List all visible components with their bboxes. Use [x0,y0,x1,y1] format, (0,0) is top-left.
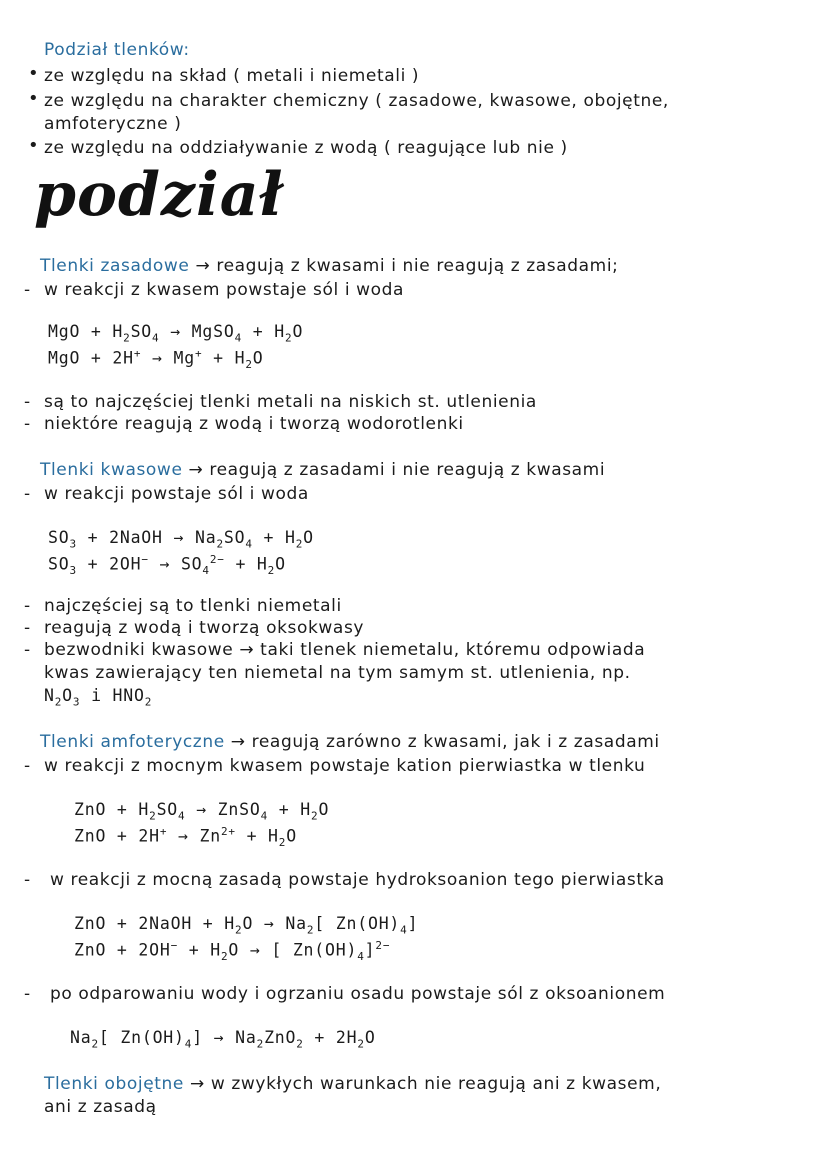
arrow-icon: → [188,460,204,480]
dash-icon: - [24,984,31,1004]
equation: $SO_3 + 2OH^- \to SO_4^{2-} + H_2O$ [48,553,286,577]
term-neutral: Tlenki obojętne [44,1074,184,1094]
equation: $Na_2$[ $Zn(OH)_4] \to Na_2ZnO_2 + 2H_2O$ [70,1028,376,1051]
example-formula: $N_2O_3$ i $HNO_2$ [44,686,153,709]
list-item: ze względu na skład ( metali i niemetali ) [44,66,420,86]
note-line: są to najczęściej tlenki metali na niskich st. utlenienia [44,392,537,412]
equation: ZnO + $H_2SO_4$ → ZnSO$_4$ + $H_2O$ [74,800,330,823]
dash-icon: - [24,640,31,660]
list-item: ze względu na oddziaływanie z wodą ( reagujące lub nie ) [44,138,568,158]
dash-icon: - [24,618,31,638]
note-line: w reakcji powstaje sól i woda [44,484,309,504]
dash-icon: - [24,756,31,776]
equation: ZnO + 2NaOH + $H_2O \to Na_2$[ $Zn(OH)_4$] [74,914,419,937]
bullet-icon: • [28,88,39,109]
note-line: w reakcji z mocnym kwasem powstaje kation pierwiastka w tlenku [44,756,646,776]
arrow-icon: → [190,1074,205,1094]
equation: ZnO + $2H^+ \to Zn^{2+} + H_2O$ [74,825,297,849]
dash-icon: - [24,392,31,412]
definition-line [44,1074,661,1094]
note-line: niektóre reagują z wodą i tworzą wodorotlenki [44,414,464,434]
term-basic: Tlenki zasadowe [40,256,190,276]
list-item: ze względu na charakter chemiczny ( zasadowe, kwasowe, obojętne, [44,91,669,111]
list-item: amfoteryczne ) [44,114,182,134]
definition-text: reagują zarówno z kwasami, jak i z zasadami [251,732,660,752]
arrow-icon: → [195,256,211,276]
term-acid: Tlenki kwasowe [40,460,183,480]
note-line: bezwodniki kwasowe → taki tlenek niemetalu, któremu odpowiada [44,640,646,660]
note-line: kwas zawierający ten niemetal na tym samym st. utlenienia, np. [44,663,631,683]
definition-text: w zwykłych warunkach nie reagują ani z kwasem, [210,1074,662,1094]
equation: ZnO + $2OH^- + H_2O$ → [ $Zn(OH)_4]^{2-}$ [74,939,391,963]
dash-icon: - [24,596,31,616]
term-amphoteric: Tlenki amfoteryczne [40,732,225,752]
definition-line [40,256,618,276]
definition-text: reagują z kwasami i nie reagują z zasadami; [216,256,619,276]
note-line: ani z zasadą [44,1097,157,1117]
section-title: Podział tlenków: [44,40,190,60]
definition-text: reagują z zasadami i nie reagują z kwasami [209,460,606,480]
equation: MgO + $2H^+ \to Mg^+ + H_2O$ [48,347,264,371]
note-line: w reakcji z kwasem powstaje sól i woda [44,280,405,300]
note-line: reagują z wodą i tworzą oksokwasy [44,618,365,638]
dash-icon: - [24,870,31,890]
bullet-icon: • [28,63,39,84]
dash-icon: - [24,484,31,504]
arrow-icon: → [230,732,246,752]
definition-line [40,460,605,480]
definition-line [40,732,660,752]
note-line: po odparowaniu wody i ogrzaniu osadu powstaje sól z oksoanionem [50,984,666,1004]
page-title: podział [34,160,284,230]
dash-icon: - [24,414,31,434]
equation: MgO + $H_2SO_4$ → MgSO$_4$ + $H_2O$ [48,322,304,345]
note-line: najczęściej są to tlenki niemetali [44,596,342,616]
dash-icon: - [24,280,31,300]
note-line: w reakcji z mocną zasadą powstaje hydroksoanion tego pierwiastka [50,870,665,890]
equation: $SO_3$ + 2NaOH → $Na_2SO_4 + H_2O$ [48,528,314,551]
bullet-icon: • [28,135,39,156]
